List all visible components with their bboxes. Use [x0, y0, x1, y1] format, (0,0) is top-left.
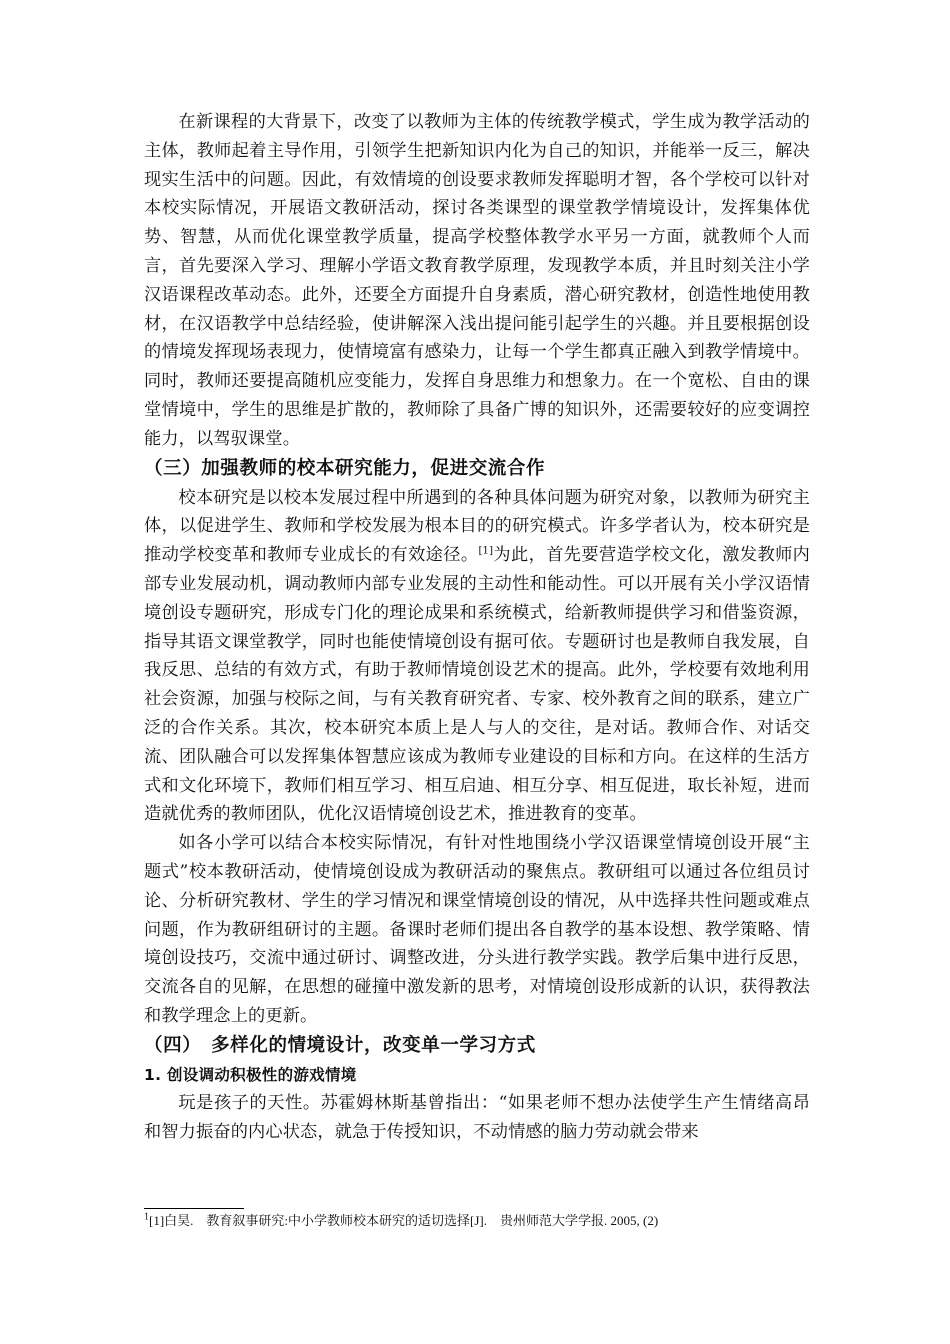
- footnote-marker: 1: [144, 1211, 149, 1223]
- section-heading-4: （四） 多样化的情境设计，改变单一学习方式: [144, 1034, 536, 1056]
- footnote-text: [1]白昊. 教育叙事研究:中小学教师校本研究的适切选择[J]. 贵州师范大学学报. 2005, (2): [149, 1213, 659, 1228]
- paragraph-text: 校本研究是以校本发展过程中所遇到的各种具体问题为研究对象，以教师为研究主体，以促进学生、教师和学校发展为根本目的的研究模式。许多学者认为，校本研究是推动学校变革和教师专业成长的有效途径。: [144, 487, 810, 566]
- body-paragraph: [144, 484, 810, 830]
- citation-marker: [1]: [478, 545, 494, 557]
- subsection-heading-1: 1. 创设调动积极性的游戏情境: [144, 1065, 357, 1084]
- footnote-divider: [144, 1208, 244, 1209]
- body-paragraph: 在新课程的大背景下，改变了以教师为主体的传统教学模式，学生成为教学活动的主体，教师起着主导作用，引领学生把新知识内化为自己的知识，并能举一反三，解决现实生活中的问题。因此，有效情境的创设要求教师发挥聪明才智，各个学校可以针对本校实际情况，开展语文教研活动，探讨各类课型的课堂教学情境设计，发挥集体优势、智慧，从而优化课堂教学质量，提高学校整体教学水平另一方面，就教师个人而言，首先要深入学习、理解小学语文教育教学原理，发现教学本质，并且时刻关注小学汉语课程改革动态。此外，还要全方面提升自身素质，潜心研究教材，创造性地使用教材，在汉语教学中总结经验，使讲解深入浅出提问能引起学生的兴趣。并且要根据创设的情境发挥现场表现力，使情境富有感染力，让每一个学生都真正融入到教学情境中。同时，教师还要提高随机应变能力，发挥自身思维力和想象力。在一个宽松、自由的课堂情境中，学生的思维是扩散的，教师除了具备广博的知识外，还需要较好的应变调控能力，以驾驭课堂。: [144, 112, 810, 449]
- document-body: [144, 108, 810, 1146]
- section-heading-3: （三）加强教师的校本研究能力，促进交流合作: [144, 457, 546, 479]
- footnote: [144, 1212, 810, 1230]
- paragraph-text: 为此，首先要营造学校文化，激发教师内部专业发展动机，调动教师内部专业发展的主动性和能动性。可以开展有关小学汉语情境创设专题研究，形成专门化的理论成果和系统模式，给新教师提供学习和借鉴资源，指导其语文课堂教学，同时也能使情境创设有据可依。专题研讨也是教师自我发展，自我反思、总结的有效方式，有助于教师情境创设艺术的提高。此外，学校要有效地利用社会资源，加强与校际之间，与有关教育研究者、专家、校外教育之间的联系，建立广泛的合作关系。其次，校本研究本质上是人与人的交往，是对话。教师合作、对话交流、团队融合可以发挥集体智慧应该成为教师专业建设的目标和方向。在这样的生活方式和文化环境下，教师们相互学习、相互启迪、相互分享、相互促进，取长补短，进而造就优秀的教师团队，优化汉语情境创设艺术，推进教育的变革。: [144, 545, 811, 825]
- body-paragraph: 玩是孩子的天性。苏霍姆林斯基曾指出：“如果老师不想办法使学生产生情绪高昂和智力振奋的内心状态，就急于传授知识，不动情感的脑力劳动就会带来: [144, 1092, 810, 1142]
- body-paragraph: 如各小学可以结合本校实际情况，有针对性地围绕小学汉语课堂情境创设开展“主题式”校本教研活动，使情境创设成为教研活动的聚焦点。教研组可以通过各位组员讨论、分析研究教材、学生的学习情况和课堂情境创设的情况，从中选择共性问题或难点问题，作为教研组研讨的主题。备课时老师们提出各自教学的基本设想、教学策略、情境创设技巧，交流中通过研讨、调整改进，分头进行教学实践。教学后集中进行反思，交流各自的见解，在思想的碰撞中激发新的思考，对情境创设形成新的认识，获得教法和教学理念上的更新。: [144, 833, 810, 1026]
